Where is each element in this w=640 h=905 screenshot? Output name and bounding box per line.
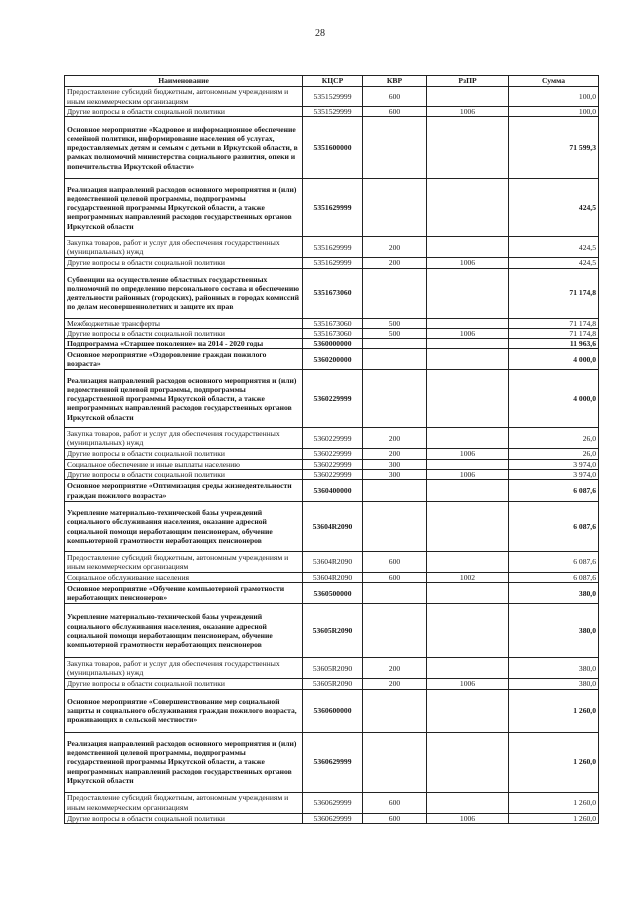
cell-rzpr: 1006 bbox=[427, 107, 509, 117]
cell-sum: 6 087,6 bbox=[509, 552, 599, 573]
cell-name: Реализация направлений расходов основного мероприятия и (или) ведомственной целевой программы, подпрограммы государственной программы Иркутской области, а также непрограммных направлений расходов государственных органов Иркутской области bbox=[65, 179, 303, 237]
cell-name: Предоставление субсидий бюджетным, автономным учреждениям и иным некоммерческим организациям bbox=[65, 552, 303, 573]
cell-rzpr: 1002 bbox=[427, 573, 509, 583]
cell-rzpr: 1006 bbox=[427, 469, 509, 479]
cell-name: Основное мероприятие «Совершенствование мер социальной защиты и социального обслуживания граждан пожилого возраста, проживающих в сельской местности» bbox=[65, 689, 303, 732]
cell-name: Основное мероприятие «Оздоровление граждан пожилого возраста» bbox=[65, 349, 303, 370]
cell-kvr: 300 bbox=[363, 459, 427, 469]
cell-kvr: 500 bbox=[363, 328, 427, 338]
cell-kvr: 600 bbox=[363, 792, 427, 813]
cell-name: Подпрограмма «Старшее поколение» на 2014 - 2020 годы bbox=[65, 339, 303, 349]
table-row bbox=[65, 480, 599, 502]
cell-kvr: 200 bbox=[363, 258, 427, 268]
table-row bbox=[65, 502, 599, 552]
table-row bbox=[65, 573, 599, 583]
cell-sum: 26,0 bbox=[509, 449, 599, 459]
cell-kcsr: 53604R2090 bbox=[303, 552, 363, 573]
cell-rzpr: 1006 bbox=[427, 679, 509, 689]
cell-name: Другие вопросы в области социальной политики bbox=[65, 469, 303, 479]
cell-kvr: 500 bbox=[363, 318, 427, 328]
cell-rzpr bbox=[427, 370, 509, 428]
cell-kcsr: 5360229999 bbox=[303, 449, 363, 459]
cell-kcsr: 5351673060 bbox=[303, 318, 363, 328]
cell-kcsr: 5360229999 bbox=[303, 428, 363, 449]
cell-sum: 380,0 bbox=[509, 679, 599, 689]
cell-kvr: 200 bbox=[363, 449, 427, 459]
cell-sum: 424,5 bbox=[509, 179, 599, 237]
cell-sum: 380,0 bbox=[509, 583, 599, 604]
cell-name: Предоставление субсидий бюджетным, автономным учреждениям и иным некоммерческим организациям bbox=[65, 792, 303, 813]
cell-name: Закупка товаров, работ и услуг для обеспечения государственных (муниципальных) нужд bbox=[65, 658, 303, 679]
cell-name: Субвенции на осуществление областных государственных полномочий по определению персонального состава и обеспечению деятельности районных (городских), районных в городах комиссий по делам несовершеннолетних и защите их прав bbox=[65, 268, 303, 318]
cell-kvr bbox=[363, 179, 427, 237]
cell-sum: 4 000,0 bbox=[509, 349, 599, 370]
cell-kcsr: 5351629999 bbox=[303, 258, 363, 268]
cell-kcsr: 5360000000 bbox=[303, 339, 363, 349]
cell-kcsr: 5360229999 bbox=[303, 459, 363, 469]
table-row bbox=[65, 370, 599, 428]
cell-name: Межбюджетные трансферты bbox=[65, 318, 303, 328]
cell-name: Предоставление субсидий бюджетным, автономным учреждениям и иным некоммерческим организациям bbox=[65, 87, 303, 107]
cell-sum: 6 087,6 bbox=[509, 480, 599, 502]
cell-kcsr: 53604R2090 bbox=[303, 502, 363, 552]
cell-sum: 71 174,8 bbox=[509, 268, 599, 318]
cell-kcsr: 5351673060 bbox=[303, 268, 363, 318]
cell-kvr bbox=[363, 339, 427, 349]
table-row bbox=[65, 258, 599, 268]
cell-kcsr: 5351673060 bbox=[303, 328, 363, 338]
table-row bbox=[65, 658, 599, 679]
cell-kvr: 600 bbox=[363, 107, 427, 117]
cell-sum: 3 974,0 bbox=[509, 469, 599, 479]
cell-rzpr bbox=[427, 339, 509, 349]
cell-sum: 424,5 bbox=[509, 258, 599, 268]
table-row bbox=[65, 349, 599, 370]
table-row bbox=[65, 87, 599, 107]
cell-kcsr: 5351529999 bbox=[303, 87, 363, 107]
cell-kcsr: 5360600000 bbox=[303, 689, 363, 732]
cell-sum: 6 087,6 bbox=[509, 573, 599, 583]
cell-kvr bbox=[363, 370, 427, 428]
table-row bbox=[65, 679, 599, 689]
cell-kvr bbox=[363, 732, 427, 792]
cell-rzpr bbox=[427, 604, 509, 658]
cell-kvr: 600 bbox=[363, 813, 427, 823]
cell-sum: 424,5 bbox=[509, 237, 599, 258]
cell-name: Реализация направлений расходов основного мероприятия и (или) ведомственной целевой программы, подпрограммы государственной программы Иркутской области, а также непрограммных направлений расходов государственных органов Иркутской области bbox=[65, 370, 303, 428]
table-row bbox=[65, 268, 599, 318]
cell-kvr bbox=[363, 480, 427, 502]
cell-name: Другие вопросы в области социальной политики bbox=[65, 107, 303, 117]
table-row bbox=[65, 117, 599, 179]
cell-sum: 26,0 bbox=[509, 428, 599, 449]
cell-sum: 1 260,0 bbox=[509, 689, 599, 732]
cell-rzpr: 1006 bbox=[427, 328, 509, 338]
cell-kcsr: 5351629999 bbox=[303, 237, 363, 258]
cell-sum: 71 599,3 bbox=[509, 117, 599, 179]
budget-table bbox=[64, 75, 599, 824]
cell-name: Основное мероприятие «Кадровое и информационное обеспечение семейной политики, информирование населения об услугах, предоставляемых детям и семьям с детьми в Иркутской области, в рамках полномочий министерства социального развития, опеки и попечительства Иркутской области» bbox=[65, 117, 303, 179]
table-row bbox=[65, 552, 599, 573]
table-row bbox=[65, 179, 599, 237]
table-row bbox=[65, 428, 599, 449]
cell-kvr: 200 bbox=[363, 237, 427, 258]
cell-sum: 71 174,8 bbox=[509, 328, 599, 338]
table-row bbox=[65, 604, 599, 658]
table-row bbox=[65, 237, 599, 258]
cell-sum: 3 974,0 bbox=[509, 459, 599, 469]
cell-kcsr: 5351600000 bbox=[303, 117, 363, 179]
cell-kcsr: 5360629999 bbox=[303, 732, 363, 792]
cell-sum: 6 087,6 bbox=[509, 502, 599, 552]
cell-name: Укрепление материально-технической базы учреждений социального обслуживания населения, оказание адресной социальной помощи неработающим пенсионерам, обучение компьютерной грамотности неработающих пенсионеров bbox=[65, 604, 303, 658]
table-row bbox=[65, 732, 599, 792]
cell-kcsr: 5360229999 bbox=[303, 370, 363, 428]
cell-kcsr: 5360200000 bbox=[303, 349, 363, 370]
cell-sum: 1 260,0 bbox=[509, 813, 599, 823]
cell-sum: 380,0 bbox=[509, 604, 599, 658]
cell-kcsr: 53604R2090 bbox=[303, 573, 363, 583]
cell-sum: 11 963,6 bbox=[509, 339, 599, 349]
cell-name: Закупка товаров, работ и услуг для обеспечения государственных (муниципальных) нужд bbox=[65, 237, 303, 258]
cell-kvr bbox=[363, 689, 427, 732]
cell-kcsr: 5360629999 bbox=[303, 792, 363, 813]
cell-name: Социальное обеспечение и иные выплаты населению bbox=[65, 459, 303, 469]
table-row bbox=[65, 792, 599, 813]
table-row bbox=[65, 339, 599, 349]
table-row bbox=[65, 469, 599, 479]
table-row bbox=[65, 107, 599, 117]
table-row bbox=[65, 689, 599, 732]
header-kcsr: КЦСР bbox=[303, 76, 363, 87]
cell-name: Закупка товаров, работ и услуг для обеспечения государственных (муниципальных) нужд bbox=[65, 428, 303, 449]
table-row bbox=[65, 318, 599, 328]
cell-rzpr: 1006 bbox=[427, 449, 509, 459]
table-row bbox=[65, 459, 599, 469]
cell-rzpr bbox=[427, 552, 509, 573]
cell-rzpr bbox=[427, 87, 509, 107]
cell-name: Укрепление материально-технической базы учреждений социального обслуживания населения, оказание адресной социальной помощи неработающим пенсионерам, обучение компьютерной грамотности неработающих пенсионеров bbox=[65, 502, 303, 552]
cell-name: Основное мероприятие «Оптимизация среды жизнедеятельности граждан пожилого возраста» bbox=[65, 480, 303, 502]
cell-name: Другие вопросы в области социальной политики bbox=[65, 813, 303, 823]
cell-name: Реализация направлений расходов основного мероприятия и (или) ведомственной целевой программы, подпрограммы государственной программы Иркутской области, а также непрограммных направлений расходов государственных органов Иркутской области bbox=[65, 732, 303, 792]
cell-rzpr bbox=[427, 237, 509, 258]
cell-rzpr: 1006 bbox=[427, 813, 509, 823]
cell-kcsr: 5360629999 bbox=[303, 813, 363, 823]
cell-kcsr: 5360400000 bbox=[303, 480, 363, 502]
cell-rzpr bbox=[427, 318, 509, 328]
cell-kvr: 300 bbox=[363, 469, 427, 479]
header-name: Наименование bbox=[65, 76, 303, 87]
cell-name: Социальное обслуживание населения bbox=[65, 573, 303, 583]
cell-rzpr bbox=[427, 583, 509, 604]
cell-rzpr bbox=[427, 792, 509, 813]
cell-kvr: 200 bbox=[363, 658, 427, 679]
cell-rzpr bbox=[427, 459, 509, 469]
cell-rzpr bbox=[427, 428, 509, 449]
table-row bbox=[65, 583, 599, 604]
cell-rzpr: 1006 bbox=[427, 258, 509, 268]
table-row bbox=[65, 328, 599, 338]
page-number: 28 bbox=[315, 28, 325, 39]
cell-sum: 1 260,0 bbox=[509, 792, 599, 813]
cell-rzpr bbox=[427, 117, 509, 179]
table-row bbox=[65, 813, 599, 823]
cell-name: Другие вопросы в области социальной политики bbox=[65, 449, 303, 459]
cell-kcsr: 53605R2090 bbox=[303, 658, 363, 679]
header-kvr: КВР bbox=[363, 76, 427, 87]
cell-sum: 380,0 bbox=[509, 658, 599, 679]
table-row bbox=[65, 449, 599, 459]
cell-kvr bbox=[363, 117, 427, 179]
cell-kvr bbox=[363, 349, 427, 370]
cell-rzpr bbox=[427, 480, 509, 502]
cell-rzpr bbox=[427, 732, 509, 792]
table-header-row bbox=[65, 76, 599, 87]
cell-sum: 100,0 bbox=[509, 87, 599, 107]
cell-kvr bbox=[363, 502, 427, 552]
cell-name: Основное мероприятие «Обучение компьютерной грамотности неработающих пенсионеров» bbox=[65, 583, 303, 604]
cell-kvr bbox=[363, 268, 427, 318]
cell-kvr: 600 bbox=[363, 87, 427, 107]
cell-kvr bbox=[363, 583, 427, 604]
cell-kcsr: 5351529999 bbox=[303, 107, 363, 117]
cell-sum: 100,0 bbox=[509, 107, 599, 117]
cell-rzpr bbox=[427, 502, 509, 552]
cell-sum: 4 000,0 bbox=[509, 370, 599, 428]
cell-rzpr bbox=[427, 689, 509, 732]
header-rzpr: РзПР bbox=[427, 76, 509, 87]
cell-name: Другие вопросы в области социальной политики bbox=[65, 328, 303, 338]
cell-kvr: 200 bbox=[363, 428, 427, 449]
cell-name: Другие вопросы в области социальной политики bbox=[65, 258, 303, 268]
cell-kcsr: 53605R2090 bbox=[303, 679, 363, 689]
cell-kvr: 200 bbox=[363, 679, 427, 689]
cell-name: Другие вопросы в области социальной политики bbox=[65, 679, 303, 689]
cell-rzpr bbox=[427, 179, 509, 237]
cell-kvr: 600 bbox=[363, 573, 427, 583]
cell-kvr: 600 bbox=[363, 552, 427, 573]
cell-kcsr: 5360500000 bbox=[303, 583, 363, 604]
header-sum: Сумма bbox=[509, 76, 599, 87]
cell-sum: 1 260,0 bbox=[509, 732, 599, 792]
table-body bbox=[65, 87, 599, 824]
cell-kcsr: 53605R2090 bbox=[303, 604, 363, 658]
cell-rzpr bbox=[427, 658, 509, 679]
cell-sum: 71 174,8 bbox=[509, 318, 599, 328]
cell-rzpr bbox=[427, 268, 509, 318]
cell-rzpr bbox=[427, 349, 509, 370]
cell-kcsr: 5351629999 bbox=[303, 179, 363, 237]
cell-kcsr: 5360229999 bbox=[303, 469, 363, 479]
cell-kvr bbox=[363, 604, 427, 658]
